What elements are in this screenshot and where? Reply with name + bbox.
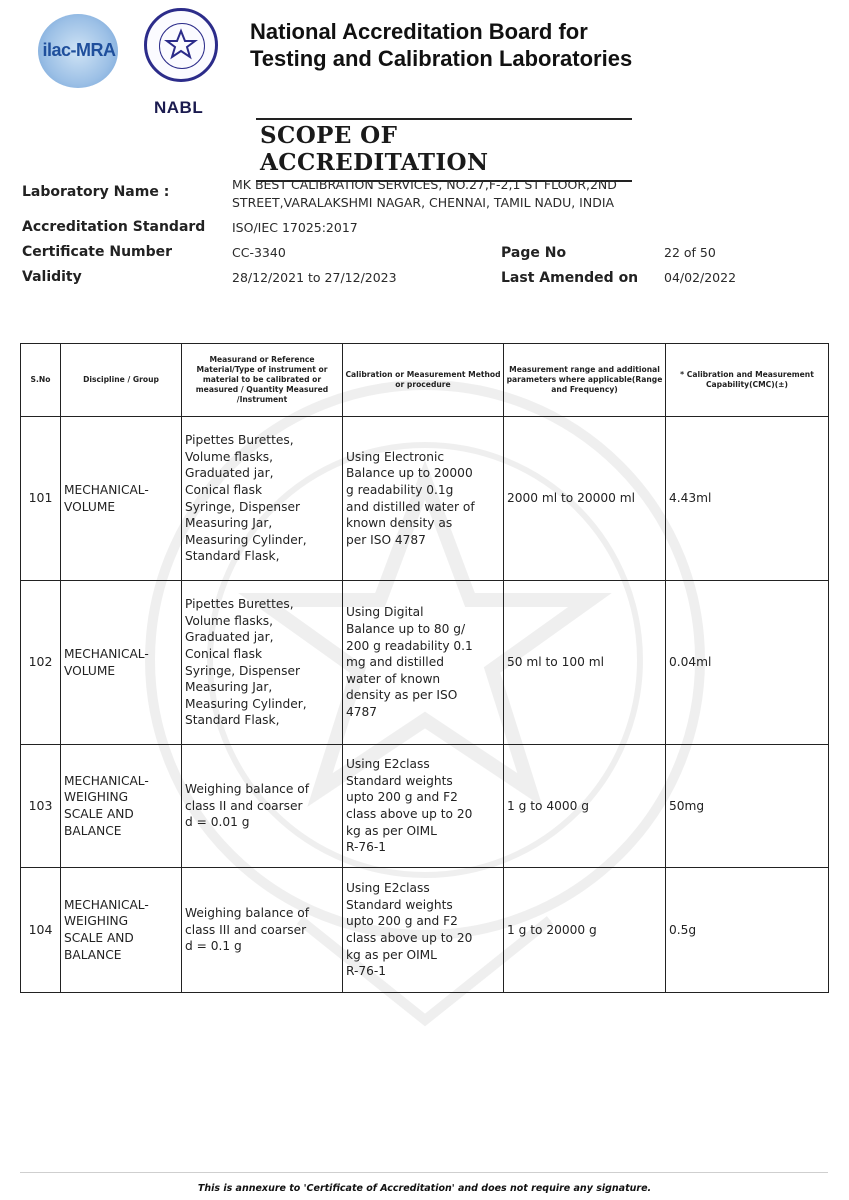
cell-method: Using Electronic Balance up to 20000 g readability 0.1g and distilled water of known density as per ISO 4787 [343,417,504,581]
document-title: SCOPE OF ACCREDITATION [256,118,632,182]
header-cmc: * Calibration and Measurement Capability(CMC)(±) [666,344,829,417]
cell-discipline: MECHANICAL- WEIGHING SCALE AND BALANCE [61,868,182,993]
validity-value: 28/12/2021 to 27/12/2023 [232,270,397,285]
lab-name-label: Laboratory Name : [22,184,170,200]
cell-discipline: MECHANICAL- VOLUME [61,581,182,745]
table-header-row [21,344,829,417]
page-number-label: Page No [501,245,567,261]
certificate-number-value: CC-3340 [232,245,286,260]
cell-sno: 104 [21,868,61,993]
organization-name [250,18,810,72]
cell-method: Using Digital Balance up to 80 g/ 200 g readability 0.1 mg and distilled water of known density as per ISO 4787 [343,581,504,745]
header-measurand: Measurand or Reference Material/Type of instrument or material to be calibrated or measured / Quantity Measured /Instrument [182,344,343,417]
footer-divider [20,1172,828,1173]
cell-measurand: Pipettes Burettes, Volume flasks, Graduated jar, Conical flask Syringe, Dispenser Measuring Jar, Measuring Cylinder, Standard Flask, [182,581,343,745]
lab-name-line-1: MK BEST CALIBRATION SERVICES, NO.27,F-2,1 ST FLOOR,2ND [232,177,617,192]
cell-measurand: Weighing balance of class II and coarser d = 0.01 g [182,745,343,868]
table-row [21,581,829,745]
cell-measurand: Weighing balance of class III and coarser d = 0.1 g [182,868,343,993]
scope-table [20,343,829,993]
cell-sno: 102 [21,581,61,745]
org-name-line-2: Testing and Calibration Laboratories [250,46,633,71]
table-row [21,868,829,993]
cell-sno: 103 [21,745,61,868]
cell-range: 2000 ml to 20000 ml [504,417,666,581]
header-sno: S.No [21,344,61,417]
accreditation-standard-label: Accreditation Standard [22,219,206,235]
cell-cmc: 0.5g [666,868,829,993]
cell-range: 1 g to 20000 g [504,868,666,993]
cell-method: Using E2class Standard weights upto 200 g and F2 class above up to 20 kg as per OIML R-76-1 [343,745,504,868]
header-discipline: Discipline / Group [61,344,182,417]
cell-cmc: 0.04ml [666,581,829,745]
certificate-number-label: Certificate Number [22,244,173,260]
nabl-logo [140,8,226,120]
last-amended-label: Last Amended on [501,270,639,286]
cell-method: Using E2class Standard weights upto 200 g and F2 class above up to 20 kg as per OIML R-76-1 [343,868,504,993]
nabl-seal-icon [144,8,218,82]
cell-discipline: MECHANICAL- WEIGHING SCALE AND BALANCE [61,745,182,868]
cell-cmc: 50mg [666,745,829,868]
ilac-mra-logo [30,14,128,88]
header-method: Calibration or Measurement Method or procedure [343,344,504,417]
cell-discipline: MECHANICAL- VOLUME [61,417,182,581]
lab-name-line-2: STREET,VARALAKSHMI NAGAR, CHENNAI, TAMIL NADU, INDIA [232,195,615,210]
table-row [21,417,829,581]
header-range: Measurement range and additional parameters where applicable(Range and Frequency) [504,344,666,417]
cell-measurand: Pipettes Burettes, Volume flasks, Graduated jar, Conical flask Syringe, Dispenser Measuring Jar, Measuring Cylinder, Standard Flask, [182,417,343,581]
footer-note: This is annexure to 'Certificate of Accreditation' and does not require any signature. [197,1183,652,1194]
cell-cmc: 4.43ml [666,417,829,581]
table-row [21,745,829,868]
validity-label: Validity [22,269,82,285]
org-name-line-1: National Accreditation Board for [250,19,588,44]
page-number-value: 22 of 50 [664,245,716,260]
cell-range: 1 g to 4000 g [504,745,666,868]
cell-sno: 101 [21,417,61,581]
accreditation-standard-value: ISO/IEC 17025:2017 [232,220,358,235]
last-amended-value: 04/02/2022 [664,270,737,285]
ilac-logo-text: ilac-MRA [42,40,116,60]
cell-range: 50 ml to 100 ml [504,581,666,745]
nabl-logo-text: NABL [154,98,204,117]
